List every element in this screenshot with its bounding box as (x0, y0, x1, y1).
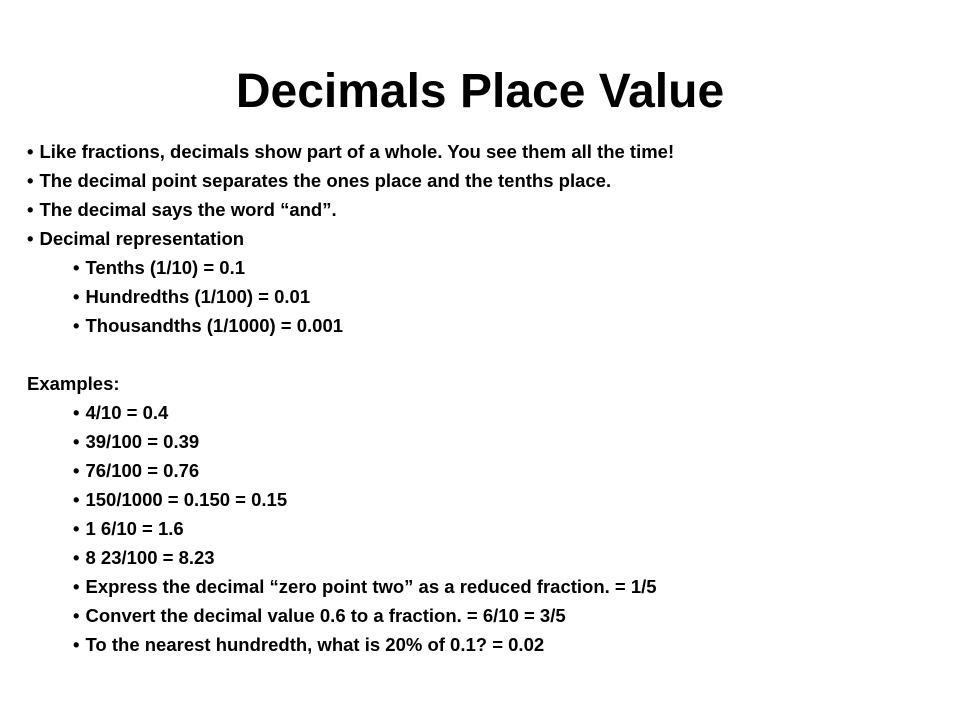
bullet-glyph: • (27, 199, 34, 220)
bullet-glyph: • (73, 518, 80, 539)
bullet-text: Convert the decimal value 0.6 to a fraction. = 6/10 = 3/5 (85, 605, 566, 626)
bullet-glyph: • (73, 605, 80, 626)
bullet-text: 8 23/100 = 8.23 (85, 547, 215, 568)
example-bullet (27, 601, 947, 630)
bullet-text: 4/10 = 0.4 (85, 402, 169, 423)
bullet-text: Like fractions, decimals show part of a whole. You see them all the time! (39, 141, 675, 162)
slide-title: Decimals Place Value (235, 65, 725, 118)
representation-bullet (27, 253, 947, 282)
intro-bullet (27, 195, 947, 224)
bullet-glyph: • (73, 402, 80, 423)
example-bullet (27, 572, 947, 601)
bullet-text: The decimal point separates the ones place and the tenths place. (39, 170, 612, 191)
bullet-glyph: • (73, 634, 80, 655)
bullet-text: To the nearest hundredth, what is 20% of 0.1? = 0.02 (85, 634, 545, 655)
example-bullet (27, 543, 947, 572)
bullet-glyph: • (73, 489, 80, 510)
bullet-text: The decimal says the word “and”. (39, 199, 337, 220)
spacer (27, 340, 947, 369)
example-bullet (27, 456, 947, 485)
bullet-glyph: • (27, 228, 34, 249)
bullet-glyph: • (73, 460, 80, 481)
example-bullet (27, 427, 947, 456)
example-bullet (27, 514, 947, 543)
bullet-glyph: • (27, 141, 34, 162)
bullet-glyph: • (73, 547, 80, 568)
example-bullet (27, 630, 947, 659)
bullet-text: 39/100 = 0.39 (85, 431, 200, 452)
examples-label: Examples: (27, 373, 120, 394)
example-bullet (27, 398, 947, 427)
bullet-text: Hundredths (1/100) = 0.01 (85, 286, 311, 307)
example-bullet (27, 485, 947, 514)
intro-bullet (27, 166, 947, 195)
intro-bullet (27, 137, 947, 166)
bullet-glyph: • (27, 170, 34, 191)
bullet-glyph: • (73, 257, 80, 278)
representation-bullet (27, 311, 947, 340)
bullet-text: 76/100 = 0.76 (85, 460, 200, 481)
bullet-text: Express the decimal “zero point two” as a reduced fraction. = 1/5 (85, 576, 657, 597)
bullet-glyph: • (73, 576, 80, 597)
bullet-glyph: • (73, 286, 80, 307)
bullet-text: 1 6/10 = 1.6 (85, 518, 184, 539)
bullet-text: 150/1000 = 0.150 = 0.15 (85, 489, 288, 510)
representation-bullet (27, 282, 947, 311)
intro-bullet (27, 224, 947, 253)
bullet-text: Thousandths (1/1000) = 0.001 (85, 315, 344, 336)
bullet-text: Decimal representation (39, 228, 245, 249)
bullet-glyph: • (73, 315, 80, 336)
slide-content (27, 137, 947, 659)
bullet-text: Tenths (1/10) = 0.1 (85, 257, 246, 278)
bullet-glyph: • (73, 431, 80, 452)
